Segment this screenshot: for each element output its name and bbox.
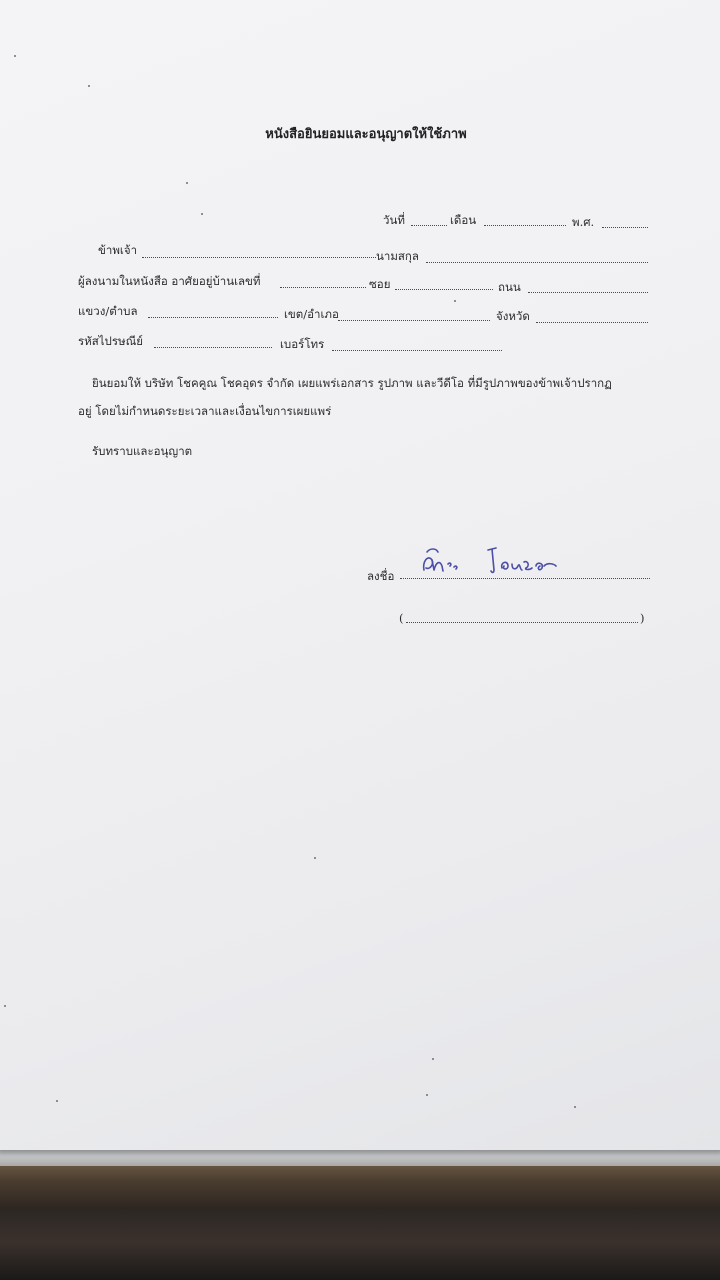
label-name: ข้าพเจ้า xyxy=(98,243,138,257)
acknowledged-text: รับทราบและอนุญาต xyxy=(92,444,193,458)
paper-speck xyxy=(574,1106,576,1108)
paper-speck xyxy=(454,300,456,302)
label-day: วันที่ xyxy=(383,213,405,227)
paper-speck xyxy=(88,85,90,87)
label-postcode: รหัสไปรษณีย์ xyxy=(78,334,144,348)
paper-speck xyxy=(426,1094,428,1096)
label-surname: นามสกุล xyxy=(376,249,419,263)
paper-speck xyxy=(314,857,316,859)
field-house-number[interactable] xyxy=(280,287,366,288)
paper-speck xyxy=(432,1058,434,1060)
label-road: ถนน xyxy=(498,280,521,294)
label-province: จังหวัด xyxy=(496,309,530,323)
paper-speck xyxy=(4,1005,6,1007)
field-day[interactable] xyxy=(411,225,447,226)
paper-speck xyxy=(201,213,203,215)
label-phone: เบอร์โทร xyxy=(280,337,325,351)
page-title: หนังสือยินยอมและอนุญาตให้ใช้ภาพ xyxy=(265,127,467,142)
field-postcode[interactable] xyxy=(154,347,272,348)
field-province[interactable] xyxy=(536,322,648,323)
label-month: เดือน xyxy=(450,213,477,227)
field-phone[interactable] xyxy=(332,350,502,351)
label-year: พ.ศ. xyxy=(572,215,595,229)
close-paren: ) xyxy=(640,611,645,625)
label-district: เขต/อำเภอ xyxy=(284,307,339,321)
label-subdistrict: แขวง/ตำบล xyxy=(78,304,138,318)
label-soi: ซอย xyxy=(369,277,391,291)
paper-speck xyxy=(186,182,188,184)
field-surname[interactable] xyxy=(426,262,648,263)
consent-paragraph-line-2: อยู่ โดยไม่กำหนดระยะเวลาและเงื่อนไขการเผยแพร่ xyxy=(78,404,332,418)
field-printed-name[interactable] xyxy=(406,622,638,623)
paper-speck xyxy=(56,1100,58,1102)
label-signer-address: ผู้ลงนามในหนังสือ อาศัยอยู่บ้านเลขที่ xyxy=(78,274,261,288)
label-signature: ลงชื่อ xyxy=(367,569,395,583)
field-district[interactable] xyxy=(338,320,490,321)
field-name[interactable] xyxy=(142,257,376,258)
open-paren: ( xyxy=(399,611,404,625)
field-subdistrict[interactable] xyxy=(148,317,278,318)
field-year[interactable] xyxy=(602,227,648,228)
table-edge xyxy=(0,1162,720,1210)
consent-paragraph-line-1: ยินยอมให้ บริษัท โชคคูณ โชคอุดร จำกัด เผยแพร่เอกสาร รูปภาพ และวีดีโอ ที่มีรูปภาพของข้าพเจ้าปรากฏ xyxy=(92,376,612,390)
field-month[interactable] xyxy=(484,225,566,226)
background-floor xyxy=(0,1205,720,1280)
field-soi[interactable] xyxy=(395,289,493,290)
field-road[interactable] xyxy=(528,292,648,293)
paper-speck xyxy=(14,55,16,57)
handwritten-signature xyxy=(416,540,596,582)
